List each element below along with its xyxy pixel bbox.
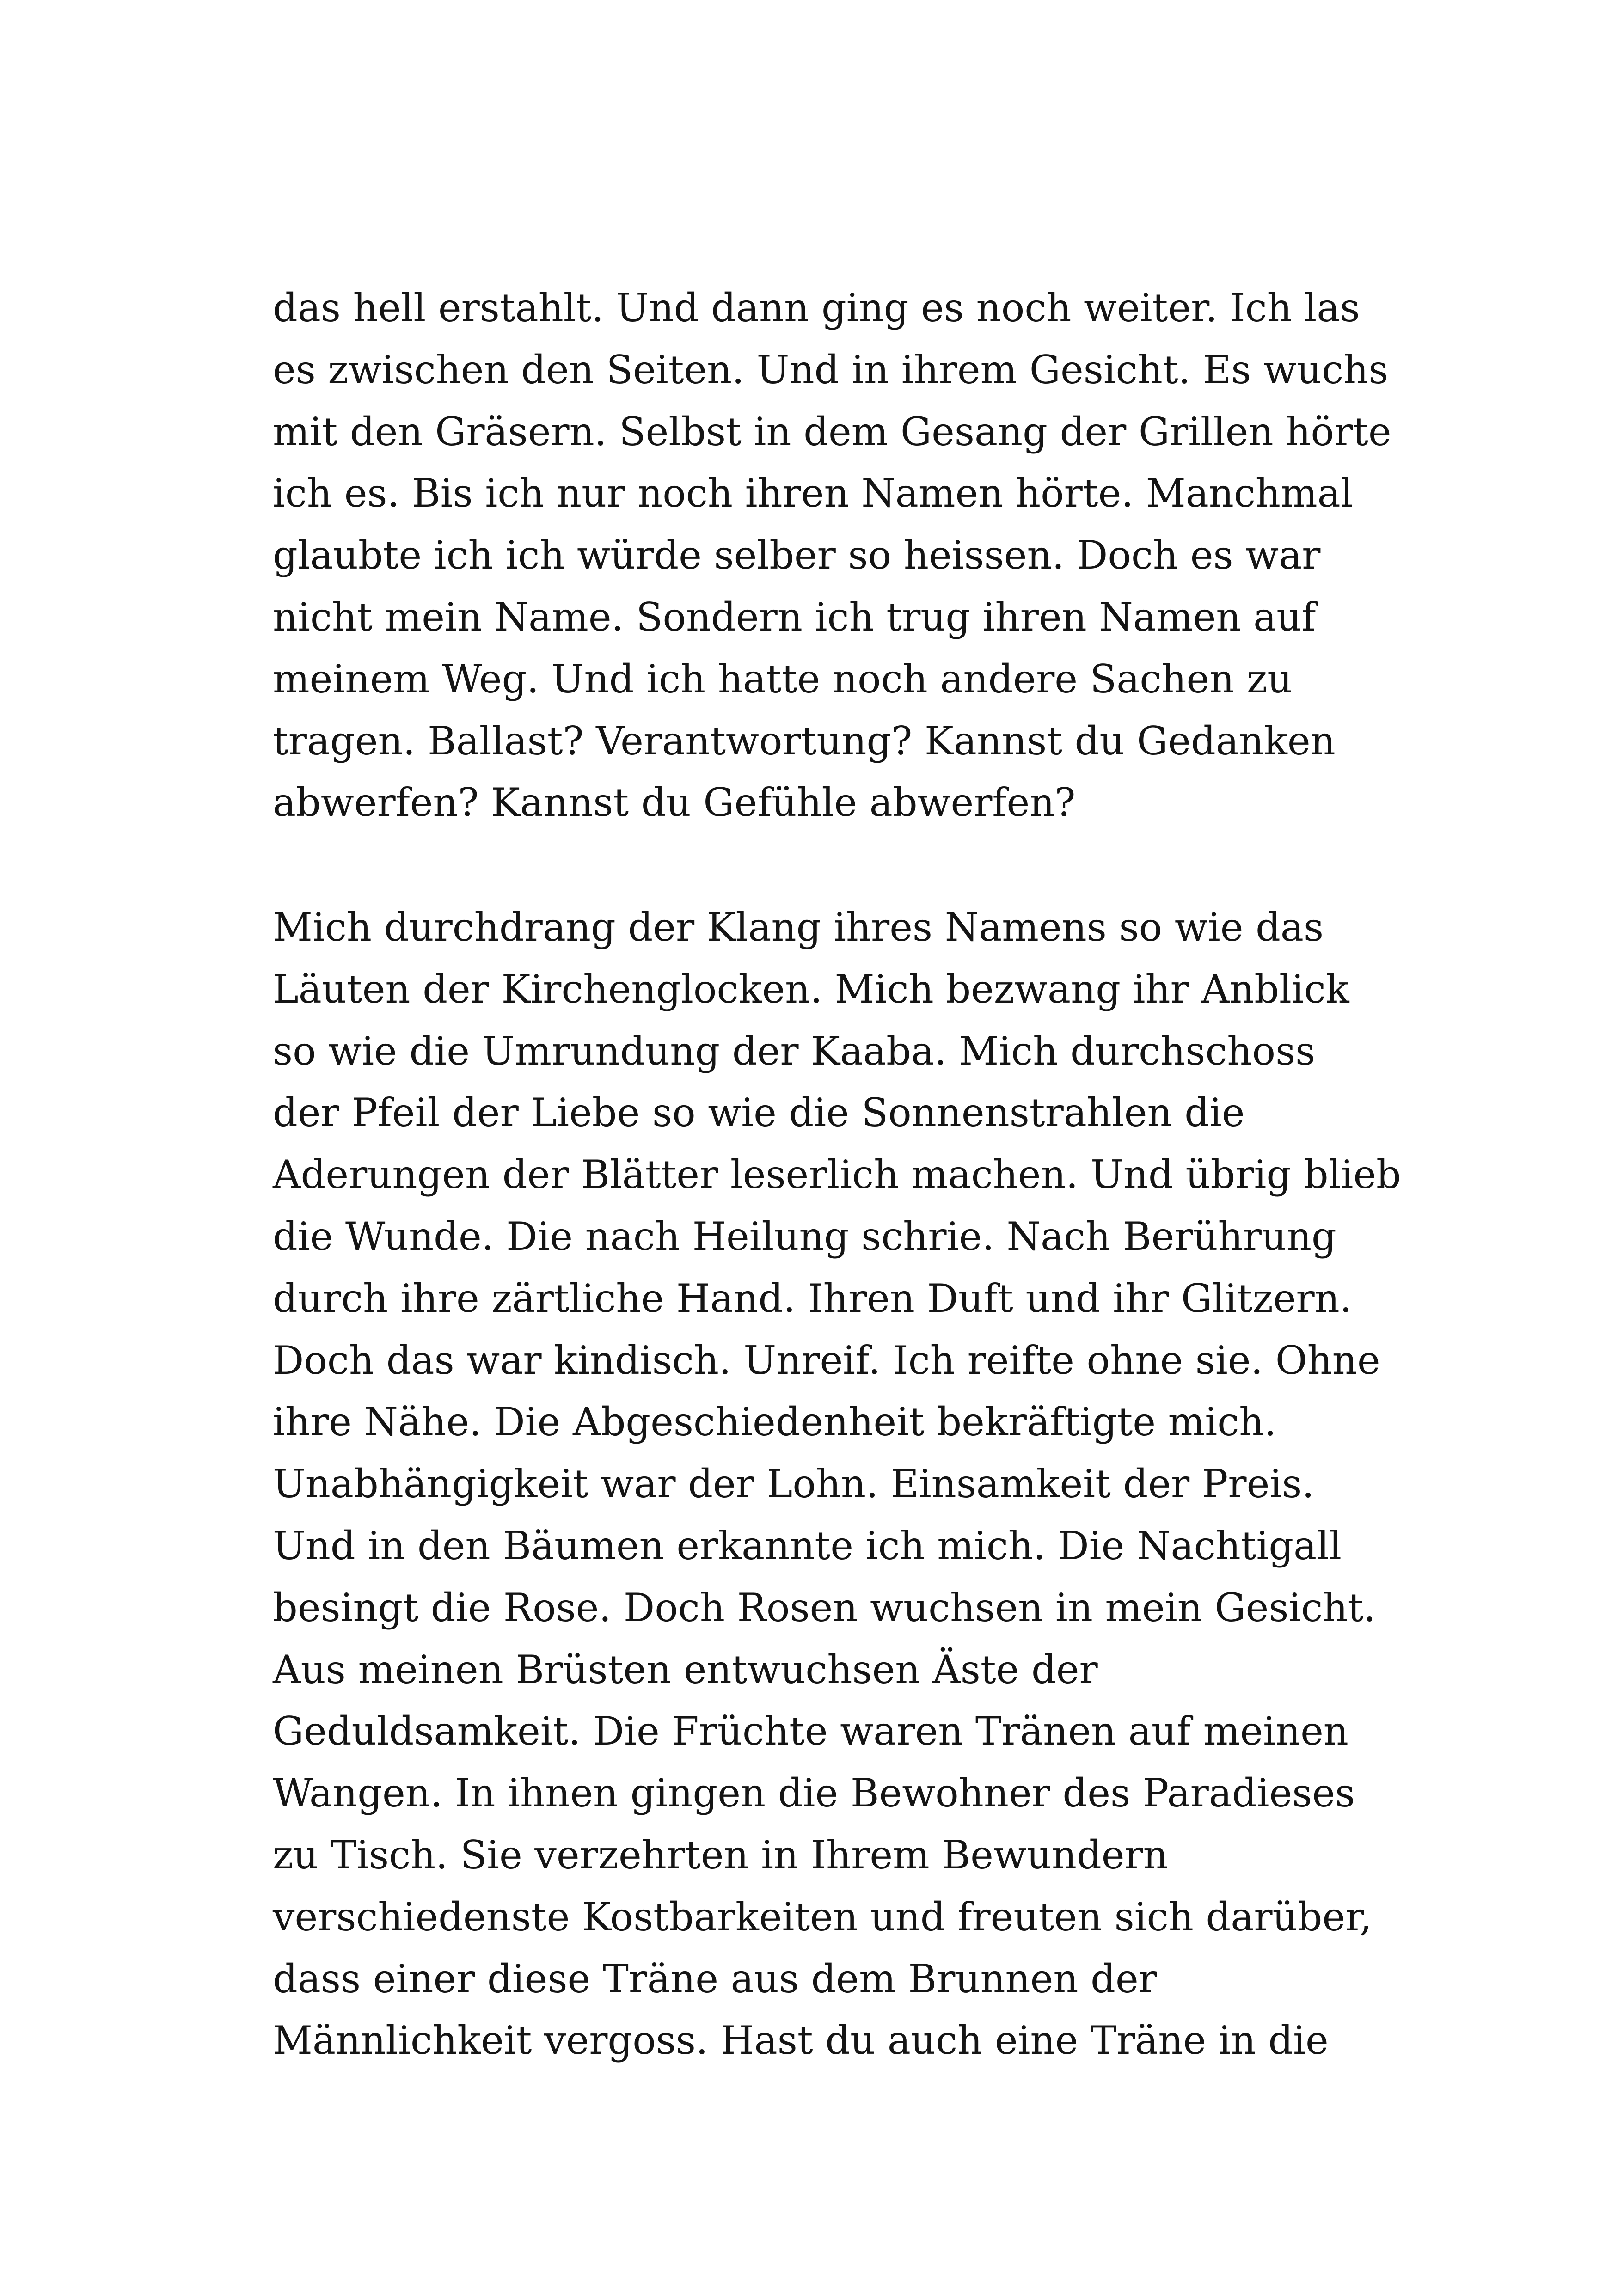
text-line: mit den Gräsern. Selbst in dem Gesang der Grillen hörte: [273, 409, 1391, 454]
text-line: ich es. Bis ich nur noch ihren Namen hörte. Manchmal: [273, 471, 1353, 516]
text-line: meinem Weg. Und ich hatte noch andere Sachen zu: [273, 656, 1293, 702]
text-line: Läuten der Kirchenglocken. Mich bezwang ihr Anblick: [273, 966, 1349, 1012]
text-line: Männlichkeit vergoss. Hast du auch eine Träne in die: [273, 2018, 1329, 2063]
text-line: ihre Nähe. Die Abgeschiedenheit bekräftigte mich.: [273, 1399, 1277, 1445]
text-line: Mich durchdrang der Klang ihres Namens so wie das: [273, 905, 1324, 950]
paragraph-1: [273, 277, 1391, 834]
text-line: durch ihre zärtliche Hand. Ihren Duft und ihr Glitzern.: [273, 1275, 1352, 1321]
text-line: glaubte ich ich würde selber so heissen. Doch es war: [273, 533, 1321, 578]
text-line: das hell erstahlt. Und dann ging es noch weiter. Ich las: [273, 285, 1360, 331]
text-line: Und in den Bäumen erkannte ich mich. Die Nachtigall: [273, 1523, 1342, 1568]
text-line: verschiedenste Kostbarkeiten und freuten sich darüber,: [273, 1894, 1372, 1940]
text-line: zu Tisch. Sie verzehrten in Ihrem Bewundern: [273, 1832, 1168, 1878]
text-line: nicht mein Name. Sondern ich trug ihren Namen auf: [273, 594, 1316, 640]
text-line: Doch das war kindisch. Unreif. Ich reifte ohne sie. Ohne: [273, 1337, 1380, 1383]
text-line: dass einer diese Träne aus dem Brunnen der: [273, 1956, 1157, 2002]
text-line: Aderungen der Blätter leserlich machen. Und übrig blieb: [273, 1152, 1401, 1198]
text-line: Aus meinen Brüsten entwuchsen Äste der: [273, 1647, 1098, 1692]
text-line: so wie die Umrundung der Kaaba. Mich durchschoss: [273, 1028, 1316, 1074]
text-line: es zwischen den Seiten. Und in ihrem Gesicht. Es wuchs: [273, 347, 1389, 392]
text-line: Unabhängigkeit war der Lohn. Einsamkeit der Preis.: [273, 1461, 1314, 1507]
paragraph-2: [273, 897, 1401, 2072]
text-line: abwerfen? Kannst du Gefühle abwerfen?: [273, 780, 1076, 826]
text-line: Geduldsamkeit. Die Früchte waren Tränen auf meinen: [273, 1708, 1348, 1754]
text-line: besingt die Rose. Doch Rosen wuchsen in mein Gesicht.: [273, 1585, 1376, 1630]
text-line: der Pfeil der Liebe so wie die Sonnenstrahlen die: [273, 1090, 1245, 1136]
text-line: die Wunde. Die nach Heilung schrie. Nach Berührung: [273, 1213, 1336, 1259]
text-line: tragen. Ballast? Verantwortung? Kannst du Gedanken: [273, 718, 1336, 764]
text-line: Wangen. In ihnen gingen die Bewohner des Paradieses: [273, 1770, 1355, 1816]
